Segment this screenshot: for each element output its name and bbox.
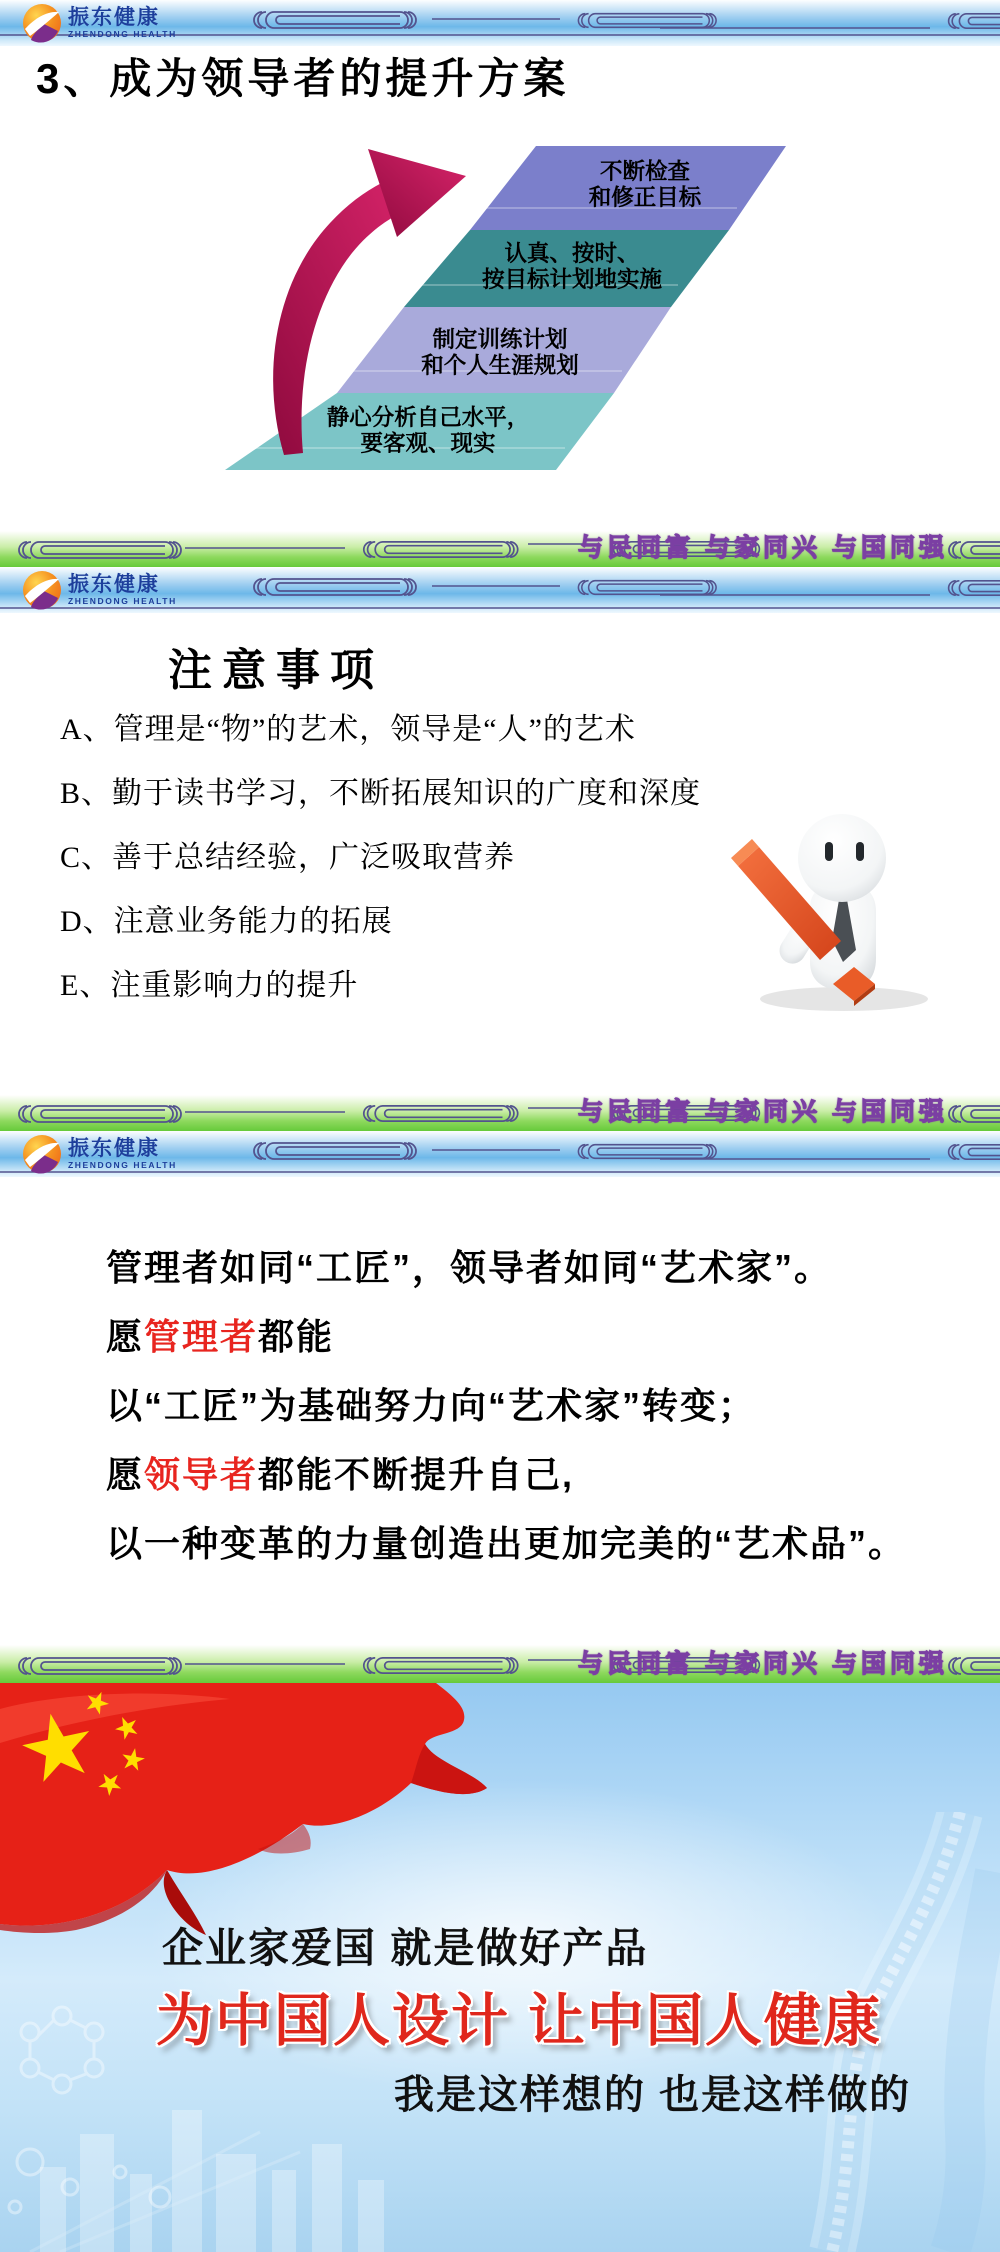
zhendong-swoosh-icon — [22, 3, 62, 43]
text-line — [106, 1516, 966, 1585]
staircase-diagram — [0, 95, 1000, 535]
slide2-footer-band — [0, 1095, 1000, 1131]
zhendong-logo — [22, 1134, 177, 1174]
figure-eye — [825, 842, 833, 861]
zhendong-logo — [22, 3, 177, 43]
slide4-line3: 我是这样想的 也是这样做的 — [394, 2073, 912, 2117]
step1-label-line2: 和修正目标 — [588, 185, 702, 210]
text-black: 愿 — [106, 1454, 145, 1495]
text-line — [106, 1447, 966, 1516]
step4-label-line2: 要客观、现实 — [360, 431, 496, 456]
text-black: 以一种变革的力量创造出更加完美的“艺术品”。 — [106, 1523, 907, 1564]
exclamation-mark-figure — [726, 790, 941, 1015]
company-slogan: 与民同富 与家同兴 与国同强 — [578, 534, 948, 562]
text-black: 以“工匠”为基础努力向“艺术家”转变； — [106, 1385, 757, 1426]
brand-name-en: ZHENDONG HEALTH — [68, 596, 177, 606]
list-item: E、注重影响力的提升 — [60, 969, 359, 1002]
step3-label-line1: 制定训练计划 — [432, 327, 568, 352]
text-red: 领导者 — [144, 1454, 259, 1495]
list-item: D、注意业务能力的拓展 — [60, 905, 393, 938]
text-black: 都能 — [258, 1316, 335, 1357]
text-line — [106, 1240, 966, 1309]
list-item: B、勤于读书学习，不断拓展知识的广度和深度 — [60, 777, 702, 810]
slide2-heading: 注意事项 — [168, 646, 384, 695]
step4-label-line1: 静心分析自己水平， — [326, 405, 530, 430]
zhendong-logo — [22, 570, 177, 610]
company-slogan: 与民同富 与家同兴 与国同强 — [578, 1098, 948, 1126]
step3-label-line2: 和个人生涯规划 — [421, 353, 579, 378]
brand-name-cn: 振东健康 — [68, 573, 160, 596]
list-item: A、管理是“物”的艺术，领导是“人”的艺术 — [60, 713, 636, 746]
step2-label-line1: 认真、按时、 — [504, 241, 640, 266]
zhendong-swoosh-icon — [22, 570, 62, 610]
slide2-header-band — [0, 567, 1000, 613]
china-flag — [0, 1683, 500, 1945]
company-slogan: 与民同富 与家同兴 与国同强 — [578, 1650, 948, 1678]
text-black: 愿 — [106, 1316, 145, 1357]
slide3-paragraph — [106, 1240, 966, 1585]
zhendong-swoosh-icon — [22, 1134, 62, 1174]
list-item: C、善于总结经验，广泛吸取营养 — [60, 841, 516, 874]
brand-name-en: ZHENDONG HEALTH — [68, 1160, 177, 1170]
text-red: 管理者 — [144, 1316, 259, 1357]
slide2-item-list — [60, 704, 720, 1024]
step2-label-line2: 按目标计划地实施 — [481, 267, 663, 292]
brand-name-cn: 振东健康 — [68, 6, 160, 29]
slide4-line2-red: 为中国人设计 让中国人健康 — [156, 1989, 882, 2053]
brand-name-cn: 振东健康 — [68, 1137, 160, 1160]
figure-head — [798, 814, 886, 902]
brand-name-en: ZHENDONG HEALTH — [68, 29, 177, 39]
slide4-patriotic-closing — [0, 1683, 1000, 2252]
text-black: 管理者如同“工匠”，领导者如同“艺术家”。 — [106, 1247, 833, 1288]
slide3-header-band — [0, 1131, 1000, 1177]
slide1-title: 3、成为领导者的提升方案 — [36, 55, 570, 102]
slide1-footer-band — [0, 531, 1000, 567]
text-line — [106, 1378, 966, 1447]
text-line — [106, 1309, 966, 1378]
slide3-footer-band — [0, 1645, 1000, 1683]
slide4-line1: 企业家爱国 就是做好产品 — [162, 1925, 649, 1971]
figure-eye — [856, 842, 864, 861]
text-black: 都能不断提升自己, — [258, 1454, 575, 1495]
step1-label-line1: 不断检查 — [599, 159, 691, 184]
slide1-header-band — [0, 0, 1000, 46]
